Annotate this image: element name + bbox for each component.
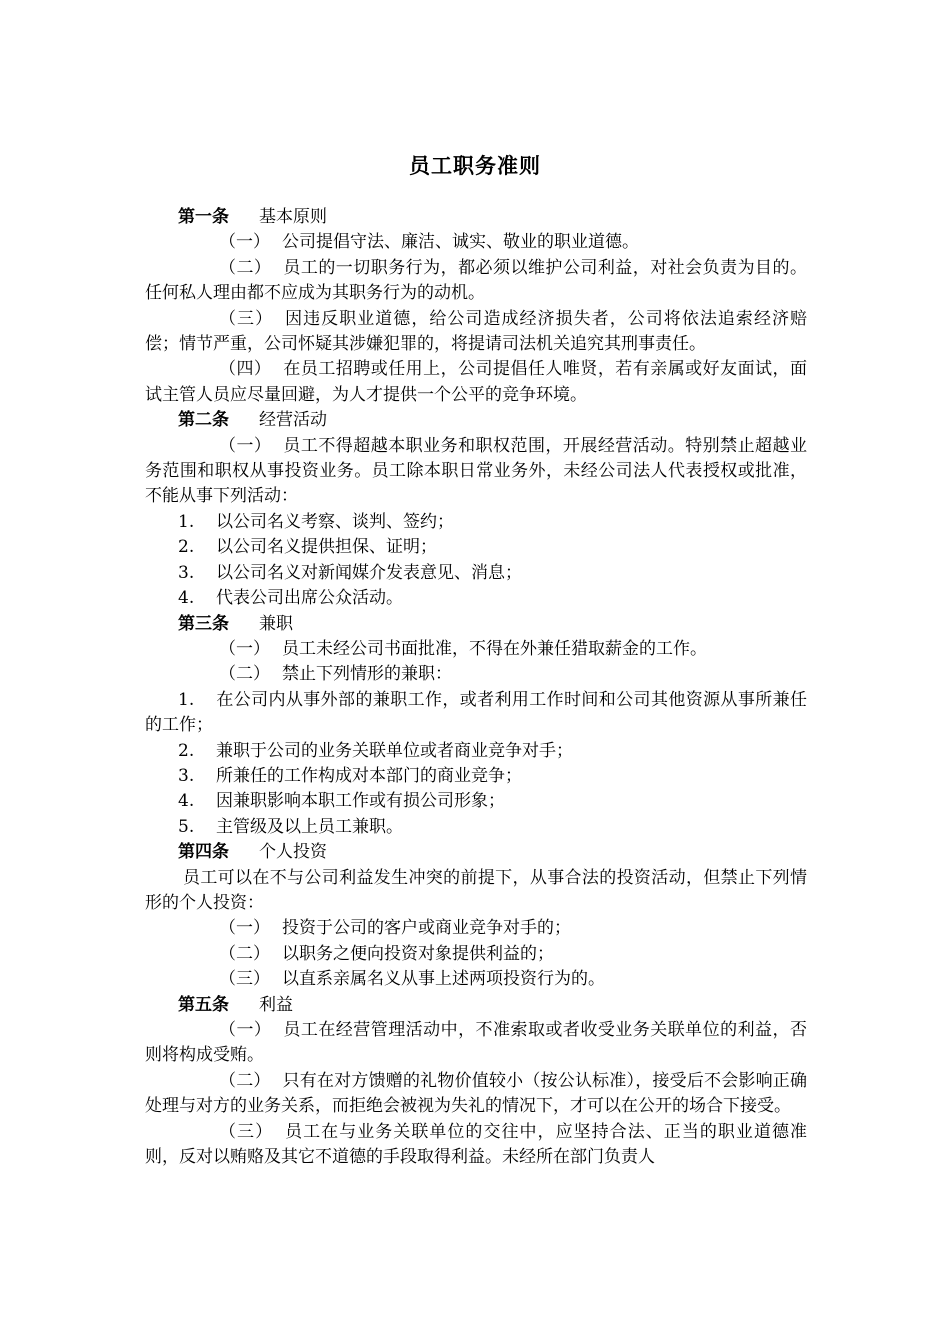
list-item-text: 兼职于公司的业务关联单位或者商业竞争对手； [216,740,573,761]
clause [145,1069,807,1120]
list-item-number: 2. [178,740,195,761]
document-title: 员工职务准则 [409,154,541,178]
clause-label: （一） [219,638,270,659]
article-number: 第二条 [178,410,229,431]
clause-text: 员工的一切职务行为，都必须以维护公司利益，对社会负责为目的。任何私人理由都不应成为其职务行为的动机。 [145,257,807,304]
list-item [145,561,807,586]
list-item [145,764,807,789]
article-number: 第四条 [178,842,229,863]
clause-text: 员工未经公司书面批准，不得在外兼任猎取薪金的工作。 [282,638,707,659]
clause-text: 公司提倡守法、廉洁、诚实、敬业的职业道德。 [282,232,639,253]
list-item-number: 3. [178,562,195,583]
article-intro: 员工可以在不与公司利益发生冲突的前提下，从事合法的投资活动，但禁止下列情形的个人投资： [145,867,807,913]
list-item [145,789,807,814]
list-item-text: 所兼任的工作构成对本部门的商业竞争； [216,765,522,786]
clause-label: （一） [219,918,270,939]
clause-label: （二） [219,943,270,964]
list-item [145,815,807,840]
article-title: 基本原则 [259,207,327,227]
clause-text: 员工不得超越本职业务和职权范围，开展经营活动。特别禁止超越业务范围和职权从事投资业务。员工除本职日常业务外，未经公司法人代表授权或批准，不能从事下列活动： [145,435,807,507]
clause [145,434,807,510]
clause-label: （二） [219,1070,271,1091]
clause [145,256,807,307]
clause-text: 只有在对方馈赠的礼物价值较小（按公认标准），接受后不会影响正确处理与对方的业务关系，而拒绝会被视为失礼的情况下，才可以在公开的场合下接受。 [145,1070,808,1117]
list-item-text: 代表公司出席公众活动。 [216,588,403,609]
article-title: 个人投资 [259,842,327,863]
list-item-number: 4. [178,791,195,812]
clause-label: （三） [219,308,274,329]
list-item-number: 4. [178,588,195,609]
clause-label: （一） [219,232,270,253]
list-item-number: 3. [178,765,195,786]
article-title: 利益 [259,994,293,1015]
clause-label: （一） [219,1020,272,1040]
clause [145,357,807,408]
clause-text: 禁止下列情形的兼职： [282,664,452,685]
clause-text: 在员工招聘或任用上，公司提倡任人唯贤，若有亲属或好友面试，面试主管人员应尽量回避，为人才提供一个公平的竞争环境。 [145,359,807,405]
article-heading [145,993,807,1018]
clause [145,1120,807,1171]
list-item-number: 5. [178,816,195,837]
clause [145,1018,807,1069]
list-item-text: 主管级及以上员工兼职。 [216,816,403,837]
clause-text: 以直系亲属名义从事上述两项投资行为的。 [282,969,605,990]
clause-text: 以职务之便向投资对象提供利益的； [282,943,554,964]
list-item [145,688,807,739]
clause [145,662,807,687]
article-heading [145,205,807,230]
document-body [145,205,807,1170]
clause-text: 员工在与业务关联单位的交往中，应坚持合法、正当的职业道德准则，反对以贿赂及其它不道德的手段取得利益。未经所在部门负责人 [145,1121,808,1168]
list-item-text: 以公司名义考察、谈判、签约； [216,511,454,532]
article-heading [145,408,807,433]
clause-text: 员工在经营管理活动中，不准索取或者收受业务关联单位的利益，否则将构成受贿。 [145,1020,807,1066]
list-item [145,739,807,764]
clause [145,307,807,358]
article-heading [145,840,807,865]
article-title: 经营活动 [259,410,327,431]
clause-text: 投资于公司的客户或商业竞争对手的； [282,918,571,939]
clause-label: （一） [219,435,272,456]
article-heading [145,612,807,637]
list-item [145,586,807,611]
clause [145,916,807,941]
clause-label: （三） [219,1121,274,1142]
clause [145,967,807,992]
clause-label: （二） [219,664,270,685]
clause [145,637,807,662]
clause [145,230,807,255]
list-item-number: 1. [178,689,195,710]
clause-label: （二） [219,257,272,278]
list-item-text: 在公司内从事外部的兼职工作，或者利用工作时间和公司其他资源从事所兼任的工作； [145,689,807,736]
clause-text: 因违反职业道德，给公司造成经济损失者，公司将依法追索经济赔偿；情节严重，公司怀疑其涉嫌犯罪的，将提请司法机关追究其刑事责任。 [145,308,808,355]
list-item-text: 以公司名义对新闻媒介发表意见、消息； [216,562,522,583]
article-number: 第一条 [178,207,229,227]
clause-label: （四） [219,359,272,380]
list-item-number: 1. [178,511,195,532]
list-item-number: 2. [178,537,195,558]
list-item-text: 以公司名义提供担保、证明； [216,537,437,558]
list-item [145,535,807,560]
list-item [145,510,807,535]
list-item-text: 因兼职影响本职工作或有损公司形象； [216,791,505,812]
clause [145,942,807,967]
article-title: 兼职 [259,613,293,634]
article-number: 第五条 [178,994,229,1015]
article-number: 第三条 [178,613,229,634]
clause-label: （三） [219,969,270,990]
